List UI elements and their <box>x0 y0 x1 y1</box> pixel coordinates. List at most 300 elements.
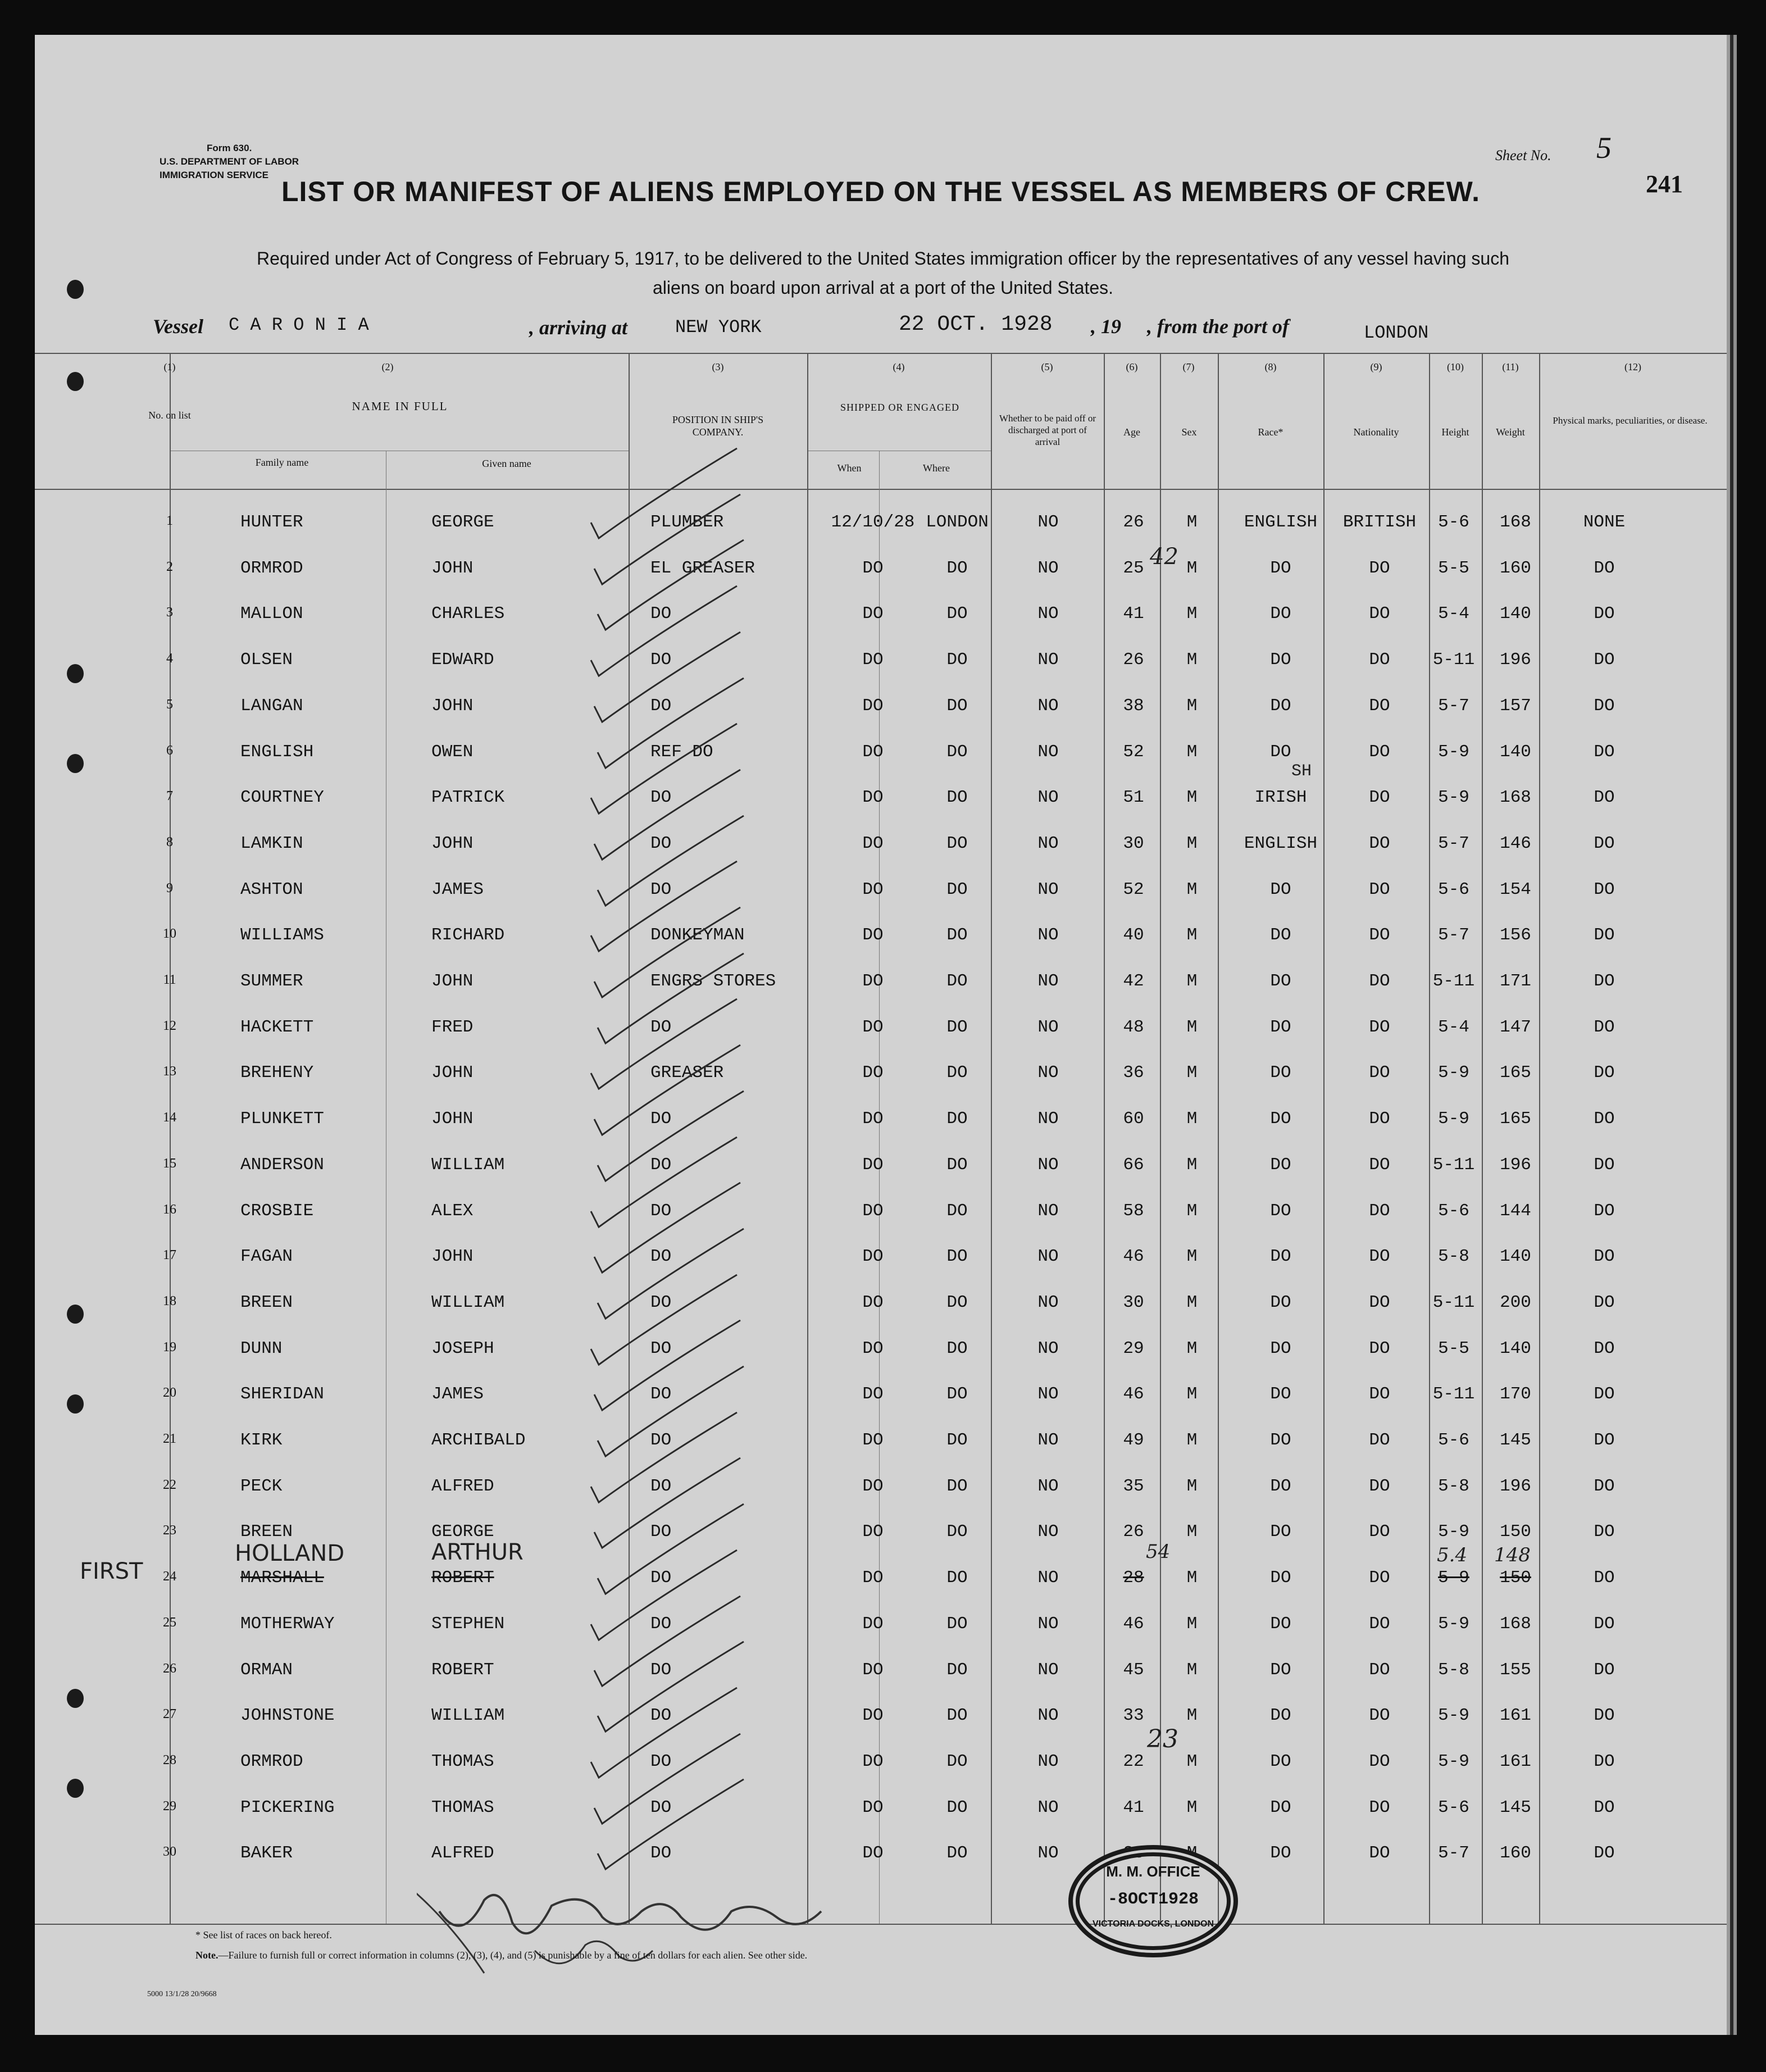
cell-weight: 196 <box>1500 1155 1531 1175</box>
cell-weight: 168 <box>1500 1614 1531 1634</box>
cell-marks: DO <box>1594 1247 1615 1266</box>
cell-marks: DO <box>1594 1063 1615 1083</box>
cell-where: DO <box>946 925 968 945</box>
cell-race: DO <box>1270 1384 1291 1404</box>
cell-when: DO <box>862 1752 884 1771</box>
row-number: 25 <box>163 1615 176 1630</box>
cell-weight: 140 <box>1500 742 1531 762</box>
stamp-bottom: VICTORIA DOCKS, LONDON <box>1092 1919 1214 1929</box>
cell-age: 52 <box>1123 880 1144 899</box>
arriving-label: , arriving at <box>529 316 628 339</box>
note-text: —Failure to furnish full or correct information in columns (2), (3), (4), and (5) is punishable by a fine of ten dollars for each alien. See other side. <box>218 1950 808 1961</box>
cell-paid: NO <box>1037 1109 1059 1129</box>
cell-age: 46 <box>1123 1247 1144 1266</box>
header-family-name: Family name <box>255 457 309 468</box>
cell-race: DO <box>1270 1522 1291 1542</box>
cell-nationality: DO <box>1369 1798 1390 1817</box>
check-mark <box>598 678 744 768</box>
age-correction: 54 <box>1146 1541 1171 1563</box>
cell-given: CHARLES <box>431 604 505 624</box>
cell-when: DO <box>862 1568 884 1588</box>
cell-marks: DO <box>1594 1339 1615 1358</box>
cell-nationality: DO <box>1369 788 1390 807</box>
cell-nationality: DO <box>1369 1568 1390 1588</box>
cell-age: 60 <box>1123 1109 1144 1129</box>
cell-race: DO <box>1270 1109 1291 1129</box>
cell-family: MARSHALL <box>240 1568 324 1588</box>
check-mark <box>591 724 737 814</box>
cell-age: 26 <box>1123 512 1144 532</box>
row-number: 30 <box>163 1844 176 1859</box>
check-mark <box>594 632 740 722</box>
cell-position: DO <box>650 1293 672 1312</box>
cell-weight: 140 <box>1500 1247 1531 1266</box>
cell-height: 5-11 <box>1432 650 1475 670</box>
cell-height: 5-9 <box>1438 1614 1469 1634</box>
cell-marks: DO <box>1594 1522 1615 1542</box>
cell-marks: DO <box>1594 1017 1615 1037</box>
cell-paid: NO <box>1037 1384 1059 1404</box>
cell-given: OWEN <box>431 742 474 762</box>
cell-family: MALLON <box>240 604 303 624</box>
cell-when: DO <box>862 1109 884 1129</box>
check-mark <box>594 907 740 997</box>
cell-sex: M <box>1186 880 1198 899</box>
cell-family: COURTNEY <box>240 788 324 807</box>
cell-race: DO <box>1270 696 1291 716</box>
cell-marks: DO <box>1594 1568 1615 1588</box>
cell-position: REF DO <box>650 742 713 762</box>
cell-sex: M <box>1186 1843 1198 1863</box>
age-correction: 23 <box>1147 1725 1178 1753</box>
col-num: (1) <box>163 361 176 372</box>
cell-nationality: DO <box>1369 1384 1390 1404</box>
cell-weight: 200 <box>1500 1293 1531 1312</box>
cell-family: BREHENY <box>240 1063 314 1083</box>
cell-height: 5-9 <box>1438 1752 1469 1771</box>
cell-marks: DO <box>1594 834 1615 853</box>
cell-marks: DO <box>1594 1798 1615 1817</box>
cell-when: DO <box>862 650 884 670</box>
cell-when: DO <box>862 1017 884 1037</box>
cell-given: JOHN <box>431 1247 474 1266</box>
cell-where: DO <box>946 1017 968 1037</box>
check-mark <box>591 1137 737 1227</box>
row-number: 14 <box>163 1110 176 1125</box>
cell-nationality: DO <box>1369 1063 1390 1083</box>
cell-age: 29 <box>1123 1339 1144 1358</box>
cell-height: 5-7 <box>1438 925 1469 945</box>
cell-height: 5-6 <box>1438 512 1469 532</box>
cell-position: DO <box>650 1614 672 1634</box>
print-code: 5000 13/1/28 20/9668 <box>147 1990 217 1998</box>
cell-family: HUNTER <box>240 512 303 532</box>
check-mark <box>591 1688 737 1778</box>
cell-when: 12/10/28 <box>831 512 915 532</box>
cell-sex: M <box>1186 650 1198 670</box>
vessel-name: C A R O N I A <box>229 315 369 335</box>
cell-paid: NO <box>1037 1843 1059 1863</box>
cell-height: 5-4 <box>1438 1017 1469 1037</box>
row-number: 8 <box>166 835 173 849</box>
sheet-number: 5 <box>1596 131 1612 165</box>
cell-nationality: DO <box>1369 1247 1390 1266</box>
cell-when: DO <box>862 1339 884 1358</box>
cell-weight: 196 <box>1500 650 1531 670</box>
cell-weight: 140 <box>1500 604 1531 624</box>
cell-position: DO <box>650 788 672 807</box>
cell-given: JOHN <box>431 696 474 716</box>
cell-age: 30 <box>1123 834 1144 853</box>
cell-age: 52 <box>1123 742 1144 762</box>
cell-marks: DO <box>1594 1843 1615 1863</box>
cell-sex: M <box>1186 1201 1198 1221</box>
cell-height: 5-6 <box>1438 1201 1469 1221</box>
cell-nationality: DO <box>1369 604 1390 624</box>
cell-age: 41 <box>1123 1798 1144 1817</box>
cell-weight: 155 <box>1500 1660 1531 1680</box>
cell-family: SUMMER <box>240 971 303 991</box>
cell-marks: DO <box>1594 880 1615 899</box>
cell-where: DO <box>946 1293 968 1312</box>
penalty-note <box>195 1950 807 1961</box>
col-num: (4) <box>893 361 905 372</box>
cell-when: DO <box>862 925 884 945</box>
cell-family: WILLIAMS <box>240 925 324 945</box>
cell-where: DO <box>946 880 968 899</box>
check-mark <box>594 1320 740 1410</box>
cell-given: STEPHEN <box>431 1614 505 1634</box>
cell-weight: 168 <box>1500 788 1531 807</box>
cell-nationality: DO <box>1369 1752 1390 1771</box>
row-number: 1 <box>166 514 173 528</box>
cell-height: 5-6 <box>1438 1798 1469 1817</box>
row-number: 24 <box>163 1569 176 1584</box>
cell-weight: 160 <box>1500 1843 1531 1863</box>
cell-height: 5-11 <box>1432 1155 1475 1175</box>
check-mark <box>594 1596 740 1686</box>
subtitle-line: aliens on board upon arrival at a port of the United States. <box>652 278 1114 298</box>
from-port: LONDON <box>1364 322 1429 343</box>
cell-sex: M <box>1186 696 1198 716</box>
cell-height: 5-7 <box>1438 696 1469 716</box>
height-correction: 5.4 <box>1437 1544 1468 1566</box>
cell-age: 22 <box>1123 1752 1144 1771</box>
cell-height: 5-6 <box>1438 1430 1469 1450</box>
cell-family: BREEN <box>240 1293 293 1312</box>
cell-nationality: DO <box>1369 1522 1390 1542</box>
cell-weight: 157 <box>1500 696 1531 716</box>
from-label: , from the port of <box>1147 315 1290 338</box>
header-height: Height <box>1441 426 1469 438</box>
cell-nationality: DO <box>1369 1476 1390 1496</box>
cell-given: WILLIAM <box>431 1293 505 1312</box>
check-mark <box>598 1779 744 1869</box>
cell-height: 5-8 <box>1438 1247 1469 1266</box>
cell-family: ORMROD <box>240 558 303 578</box>
cell-where: DO <box>946 1843 968 1863</box>
race-overwrite: SH <box>1291 762 1312 781</box>
row-number: 16 <box>163 1202 176 1217</box>
cell-family: PLUNKETT <box>240 1109 324 1129</box>
cell-when: DO <box>862 1476 884 1496</box>
cell-paid: NO <box>1037 512 1059 532</box>
cell-sex: M <box>1186 1293 1198 1312</box>
row-number: 23 <box>163 1523 176 1538</box>
stamp-top: M. M. OFFICE <box>1106 1863 1200 1880</box>
cell-position: DO <box>650 650 672 670</box>
cell-paid: NO <box>1037 1798 1059 1817</box>
cell-family: ORMAN <box>240 1660 293 1680</box>
cell-given: THOMAS <box>431 1752 494 1771</box>
cell-weight: 161 <box>1500 1752 1531 1771</box>
row-number: 2 <box>166 560 173 574</box>
header-sex: Sex <box>1181 426 1197 438</box>
cell-marks: DO <box>1594 925 1615 945</box>
cell-age: 38 <box>1123 696 1144 716</box>
cell-where: DO <box>946 1155 968 1175</box>
cell-sex: M <box>1186 558 1198 578</box>
row-number: 7 <box>166 789 173 803</box>
cell-nationality: BRITISH <box>1342 512 1417 532</box>
header-when: When <box>837 462 862 474</box>
cell-when: DO <box>862 971 884 991</box>
cell-age: 26 <box>1123 1522 1144 1542</box>
cell-marks: NONE <box>1583 512 1626 532</box>
check-mark <box>598 953 744 1043</box>
cell-marks: DO <box>1594 788 1615 807</box>
row-number: 28 <box>163 1753 176 1767</box>
check-mark <box>598 540 744 630</box>
header-name-in-full: NAME IN FULL <box>352 399 448 413</box>
check-mark <box>598 1091 744 1181</box>
cell-sex: M <box>1186 1430 1198 1450</box>
cell-given: FRED <box>431 1017 474 1037</box>
cell-sex: M <box>1186 604 1198 624</box>
cell-nationality: DO <box>1369 1017 1390 1037</box>
subtitle-line: Required under Act of Congress of February 5, 1917, to be delivered to the United States immigration officer by the representatives of any vessel having such <box>257 248 1509 269</box>
races-note: * See list of races on back hereof. <box>195 1929 332 1941</box>
cell-sex: M <box>1186 1614 1198 1634</box>
cell-race: DO <box>1270 742 1291 762</box>
cell-height: 5-7 <box>1438 1843 1469 1863</box>
cell-height: 5-6 <box>1438 880 1469 899</box>
check-mark <box>598 1642 744 1732</box>
col-num: (6) <box>1126 361 1138 372</box>
cell-position: DO <box>650 880 672 899</box>
cell-height: 5-11 <box>1432 1293 1475 1312</box>
page-title: LIST OR MANIFEST OF ALIENS EMPLOYED ON THE VESSEL AS MEMBERS OF CREW. <box>281 176 1480 207</box>
cell-weight: 146 <box>1500 834 1531 853</box>
cell-family: SHERIDAN <box>240 1384 324 1404</box>
cell-given: JOHN <box>431 1063 474 1083</box>
cell-given: WILLIAM <box>431 1155 505 1175</box>
row-number: 17 <box>163 1248 176 1262</box>
cell-when: DO <box>862 1155 884 1175</box>
check-mark <box>594 1734 740 1824</box>
cell-family: ANDERSON <box>240 1155 324 1175</box>
cell-age: 36 <box>1123 1063 1144 1083</box>
check-mark <box>594 1458 740 1548</box>
cell-when: DO <box>862 834 884 853</box>
col-num: (9) <box>1370 361 1382 372</box>
row-number: 3 <box>166 605 173 620</box>
cell-paid: NO <box>1037 880 1059 899</box>
cell-position: DO <box>650 1798 672 1817</box>
cell-where: DO <box>946 1384 968 1404</box>
cell-sex: M <box>1186 1384 1198 1404</box>
cell-sex: M <box>1186 925 1198 945</box>
cell-paid: NO <box>1037 1017 1059 1037</box>
cell-marks: DO <box>1594 1476 1615 1496</box>
cell-position: DONKEYMAN <box>650 925 745 945</box>
cell-when: DO <box>862 1247 884 1266</box>
cell-sex: M <box>1186 1752 1198 1771</box>
cell-nationality: DO <box>1369 1660 1390 1680</box>
cell-paid: NO <box>1037 558 1059 578</box>
cell-weight: 145 <box>1500 1430 1531 1450</box>
cell-age: 51 <box>1123 788 1144 807</box>
cell-paid: NO <box>1037 1293 1059 1312</box>
cell-given: JOHN <box>431 834 474 853</box>
cell-paid: NO <box>1037 1706 1059 1725</box>
cell-position: EL GREASER <box>650 558 755 578</box>
check-mark <box>591 999 737 1089</box>
cell-paid: NO <box>1037 604 1059 624</box>
cell-sex: M <box>1186 742 1198 762</box>
cell-family: JOHNSTONE <box>240 1706 335 1725</box>
cell-position: DO <box>650 1339 672 1358</box>
check-mark <box>591 861 737 951</box>
cell-where: DO <box>946 1752 968 1771</box>
cell-family: MOTHERWAY <box>240 1614 335 1634</box>
given-name-correction: ARTHUR <box>431 1539 524 1565</box>
cell-where: DO <box>946 604 968 624</box>
cell-race: ENGLISH <box>1244 834 1318 853</box>
row-number: 12 <box>163 1019 176 1033</box>
cell-nationality: DO <box>1369 925 1390 945</box>
cell-paid: NO <box>1037 1568 1059 1588</box>
cell-race: DO <box>1270 1017 1291 1037</box>
cell-family: PICKERING <box>240 1798 335 1817</box>
col-num: (12) <box>1624 361 1641 372</box>
cell-when: DO <box>862 788 884 807</box>
row-number: 6 <box>166 743 173 758</box>
cell-race: DO <box>1270 925 1291 945</box>
cell-family: OLSEN <box>240 650 293 670</box>
cell-marks: DO <box>1594 696 1615 716</box>
cell-nationality: DO <box>1369 742 1390 762</box>
cell-paid: NO <box>1037 1752 1059 1771</box>
cell-marks: DO <box>1594 1706 1615 1725</box>
cell-given: ARCHIBALD <box>431 1430 526 1450</box>
cell-age: 46 <box>1123 1614 1144 1634</box>
cell-paid: NO <box>1037 834 1059 853</box>
cell-position: PLUMBER <box>650 512 724 532</box>
col-num: (2) <box>381 361 394 372</box>
vessel-label: Vessel <box>153 315 203 338</box>
cell-position: DO <box>650 834 672 853</box>
cell-when: DO <box>862 604 884 624</box>
cell-where: DO <box>946 1201 968 1221</box>
cell-age: 33 <box>1123 1706 1144 1725</box>
header-shipped: SHIPPED OR ENGAGED <box>840 402 959 413</box>
cell-paid: NO <box>1037 1063 1059 1083</box>
cell-when: DO <box>862 1293 884 1312</box>
cell-where: DO <box>946 1247 968 1266</box>
cell-age: 40 <box>1123 925 1144 945</box>
cell-age: 23 <box>1123 1843 1144 1863</box>
row-number: 27 <box>163 1707 176 1721</box>
cell-given: ALFRED <box>431 1843 494 1863</box>
cell-height: 5-4 <box>1438 604 1469 624</box>
cell-position: DO <box>650 1752 672 1771</box>
cell-position: DO <box>650 1568 672 1588</box>
cell-family: LANGAN <box>240 696 303 716</box>
cell-given: THOMAS <box>431 1798 494 1817</box>
cell-height: 5-8 <box>1438 1660 1469 1680</box>
cell-nationality: DO <box>1369 1293 1390 1312</box>
cell-family: ORMROD <box>240 1752 303 1771</box>
cell-marks: DO <box>1594 1384 1615 1404</box>
cell-where: DO <box>946 1798 968 1817</box>
cell-sex: M <box>1186 1476 1198 1496</box>
cell-weight: 145 <box>1500 1798 1531 1817</box>
cell-family: BAKER <box>240 1843 293 1863</box>
cell-marks: DO <box>1594 1430 1615 1450</box>
cell-given: RICHARD <box>431 925 505 945</box>
header-given-name: Given name <box>482 458 531 469</box>
row-number: 13 <box>163 1064 176 1079</box>
cell-sex: M <box>1186 1247 1198 1266</box>
col-num: (3) <box>712 361 724 372</box>
cell-height: 5-11 <box>1432 1384 1475 1404</box>
check-marks <box>35 35 1727 2035</box>
row-number: 26 <box>163 1661 176 1676</box>
cell-marks: DO <box>1594 1752 1615 1771</box>
cell-race: DO <box>1270 1339 1291 1358</box>
cell-paid: NO <box>1037 1614 1059 1634</box>
cell-where: DO <box>946 788 968 807</box>
cell-race: DO <box>1270 1063 1291 1083</box>
cell-height: 5-9 <box>1438 1109 1469 1129</box>
row-number: 22 <box>163 1478 176 1492</box>
cell-when: DO <box>862 1384 884 1404</box>
cell-height: 5-8 <box>1438 1476 1469 1496</box>
sheet-label: Sheet No. <box>1495 147 1551 163</box>
cell-race: DO <box>1270 1614 1291 1634</box>
header-no-on-list: No. on list <box>148 410 191 421</box>
col-num: (11) <box>1502 361 1519 372</box>
cell-position: DO <box>650 1201 672 1221</box>
cell-when: DO <box>862 1522 884 1542</box>
cell-age: 46 <box>1123 1384 1144 1404</box>
cell-sex: M <box>1186 512 1198 532</box>
check-mark <box>598 1229 744 1319</box>
check-mark <box>594 1183 740 1273</box>
check-mark <box>598 1504 744 1594</box>
cell-nationality: DO <box>1369 1614 1390 1634</box>
cell-when: DO <box>862 1614 884 1634</box>
cell-height: 5-9 <box>1438 1522 1469 1542</box>
cell-marks: DO <box>1594 604 1615 624</box>
cell-age: 35 <box>1123 1476 1144 1496</box>
cell-nationality: DO <box>1369 1706 1390 1725</box>
cell-age: 45 <box>1123 1660 1144 1680</box>
cell-race: DO <box>1270 1568 1291 1588</box>
age-correction: 42 <box>1150 544 1178 570</box>
cell-paid: NO <box>1037 1476 1059 1496</box>
